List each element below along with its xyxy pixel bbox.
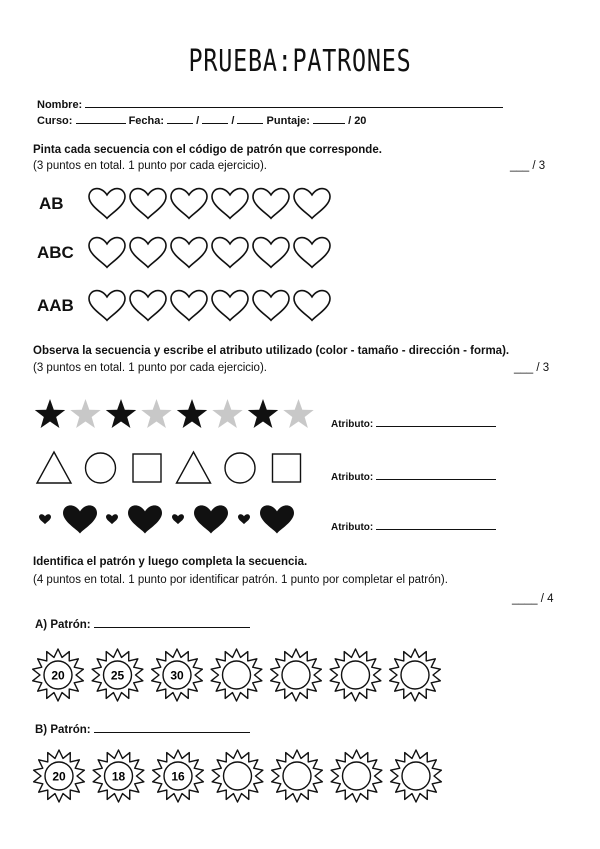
sun-icon: [153, 750, 204, 802]
pattern-label: Patrón:: [50, 724, 91, 736]
sun-icon: [34, 750, 85, 802]
section2-points: (3 puntos en total. 1 punto por cada ejercicio).: [33, 362, 267, 374]
sun-number: 20: [51, 668, 65, 683]
sun-number: 25: [110, 668, 125, 683]
sun-icon[interactable]: [272, 750, 323, 802]
sun-number: 16: [171, 769, 185, 784]
sun-icon: [92, 649, 143, 701]
sun-icon[interactable]: [330, 649, 381, 701]
name-label: Nombre:: [37, 99, 83, 111]
section3-points: (4 puntos en total. 1 punto por identificar patrón. 1 punto por completar el patrón).: [33, 574, 448, 586]
section1-instruction: Pinta cada secuencia con el código de patrón que corresponde.: [33, 144, 382, 156]
pattern-label: Patrón:: [50, 619, 91, 631]
section3-score: ____ / 4: [512, 593, 554, 605]
section3-instruction: Identifica el patrón y luego completa la secuencia.: [33, 556, 308, 568]
attribute-label: Atributo:: [331, 419, 374, 430]
pattern-code-aab: AAB: [37, 296, 74, 315]
section1-score: ___ / 3: [510, 160, 546, 172]
section2-instruction: Observa la secuencia y escribe el atributo utilizado (color - tamaño - dirección - forma).: [33, 345, 510, 357]
sun-icon: [93, 750, 144, 802]
pattern-b-label: B): [35, 724, 48, 736]
pattern-code-abc: ABC: [37, 243, 74, 262]
sun-icon: [152, 649, 203, 701]
date-slash-2: /: [231, 115, 235, 127]
sun-number: 18: [111, 769, 126, 784]
date-slash-1: /: [196, 115, 200, 127]
sun-icon[interactable]: [211, 649, 262, 701]
sun-icon: [33, 649, 84, 701]
attribute-label: Atributo:: [331, 522, 374, 533]
score-label: Puntaje:: [266, 115, 310, 127]
score-total: / 20: [348, 115, 367, 127]
sun-number: 30: [170, 668, 184, 683]
pattern-code-ab: AB: [39, 194, 64, 213]
sun-icon[interactable]: [331, 750, 382, 802]
sun-icon[interactable]: [390, 649, 441, 701]
sun-icon[interactable]: [391, 750, 442, 802]
sun-icon[interactable]: [271, 649, 322, 701]
course-label: Curso:: [37, 115, 73, 127]
sun-number: 20: [52, 769, 66, 784]
attribute-label: Atributo:: [331, 472, 374, 483]
section2-score: ___ / 3: [514, 362, 550, 374]
pattern-a-label: A): [35, 619, 48, 631]
page-title: PRUEBA:PATRONES: [188, 44, 412, 79]
sun-icon[interactable]: [212, 750, 263, 802]
section1-points: (3 puntos en total. 1 punto por cada ejercicio).: [33, 160, 267, 172]
date-label: Fecha:: [128, 115, 165, 127]
